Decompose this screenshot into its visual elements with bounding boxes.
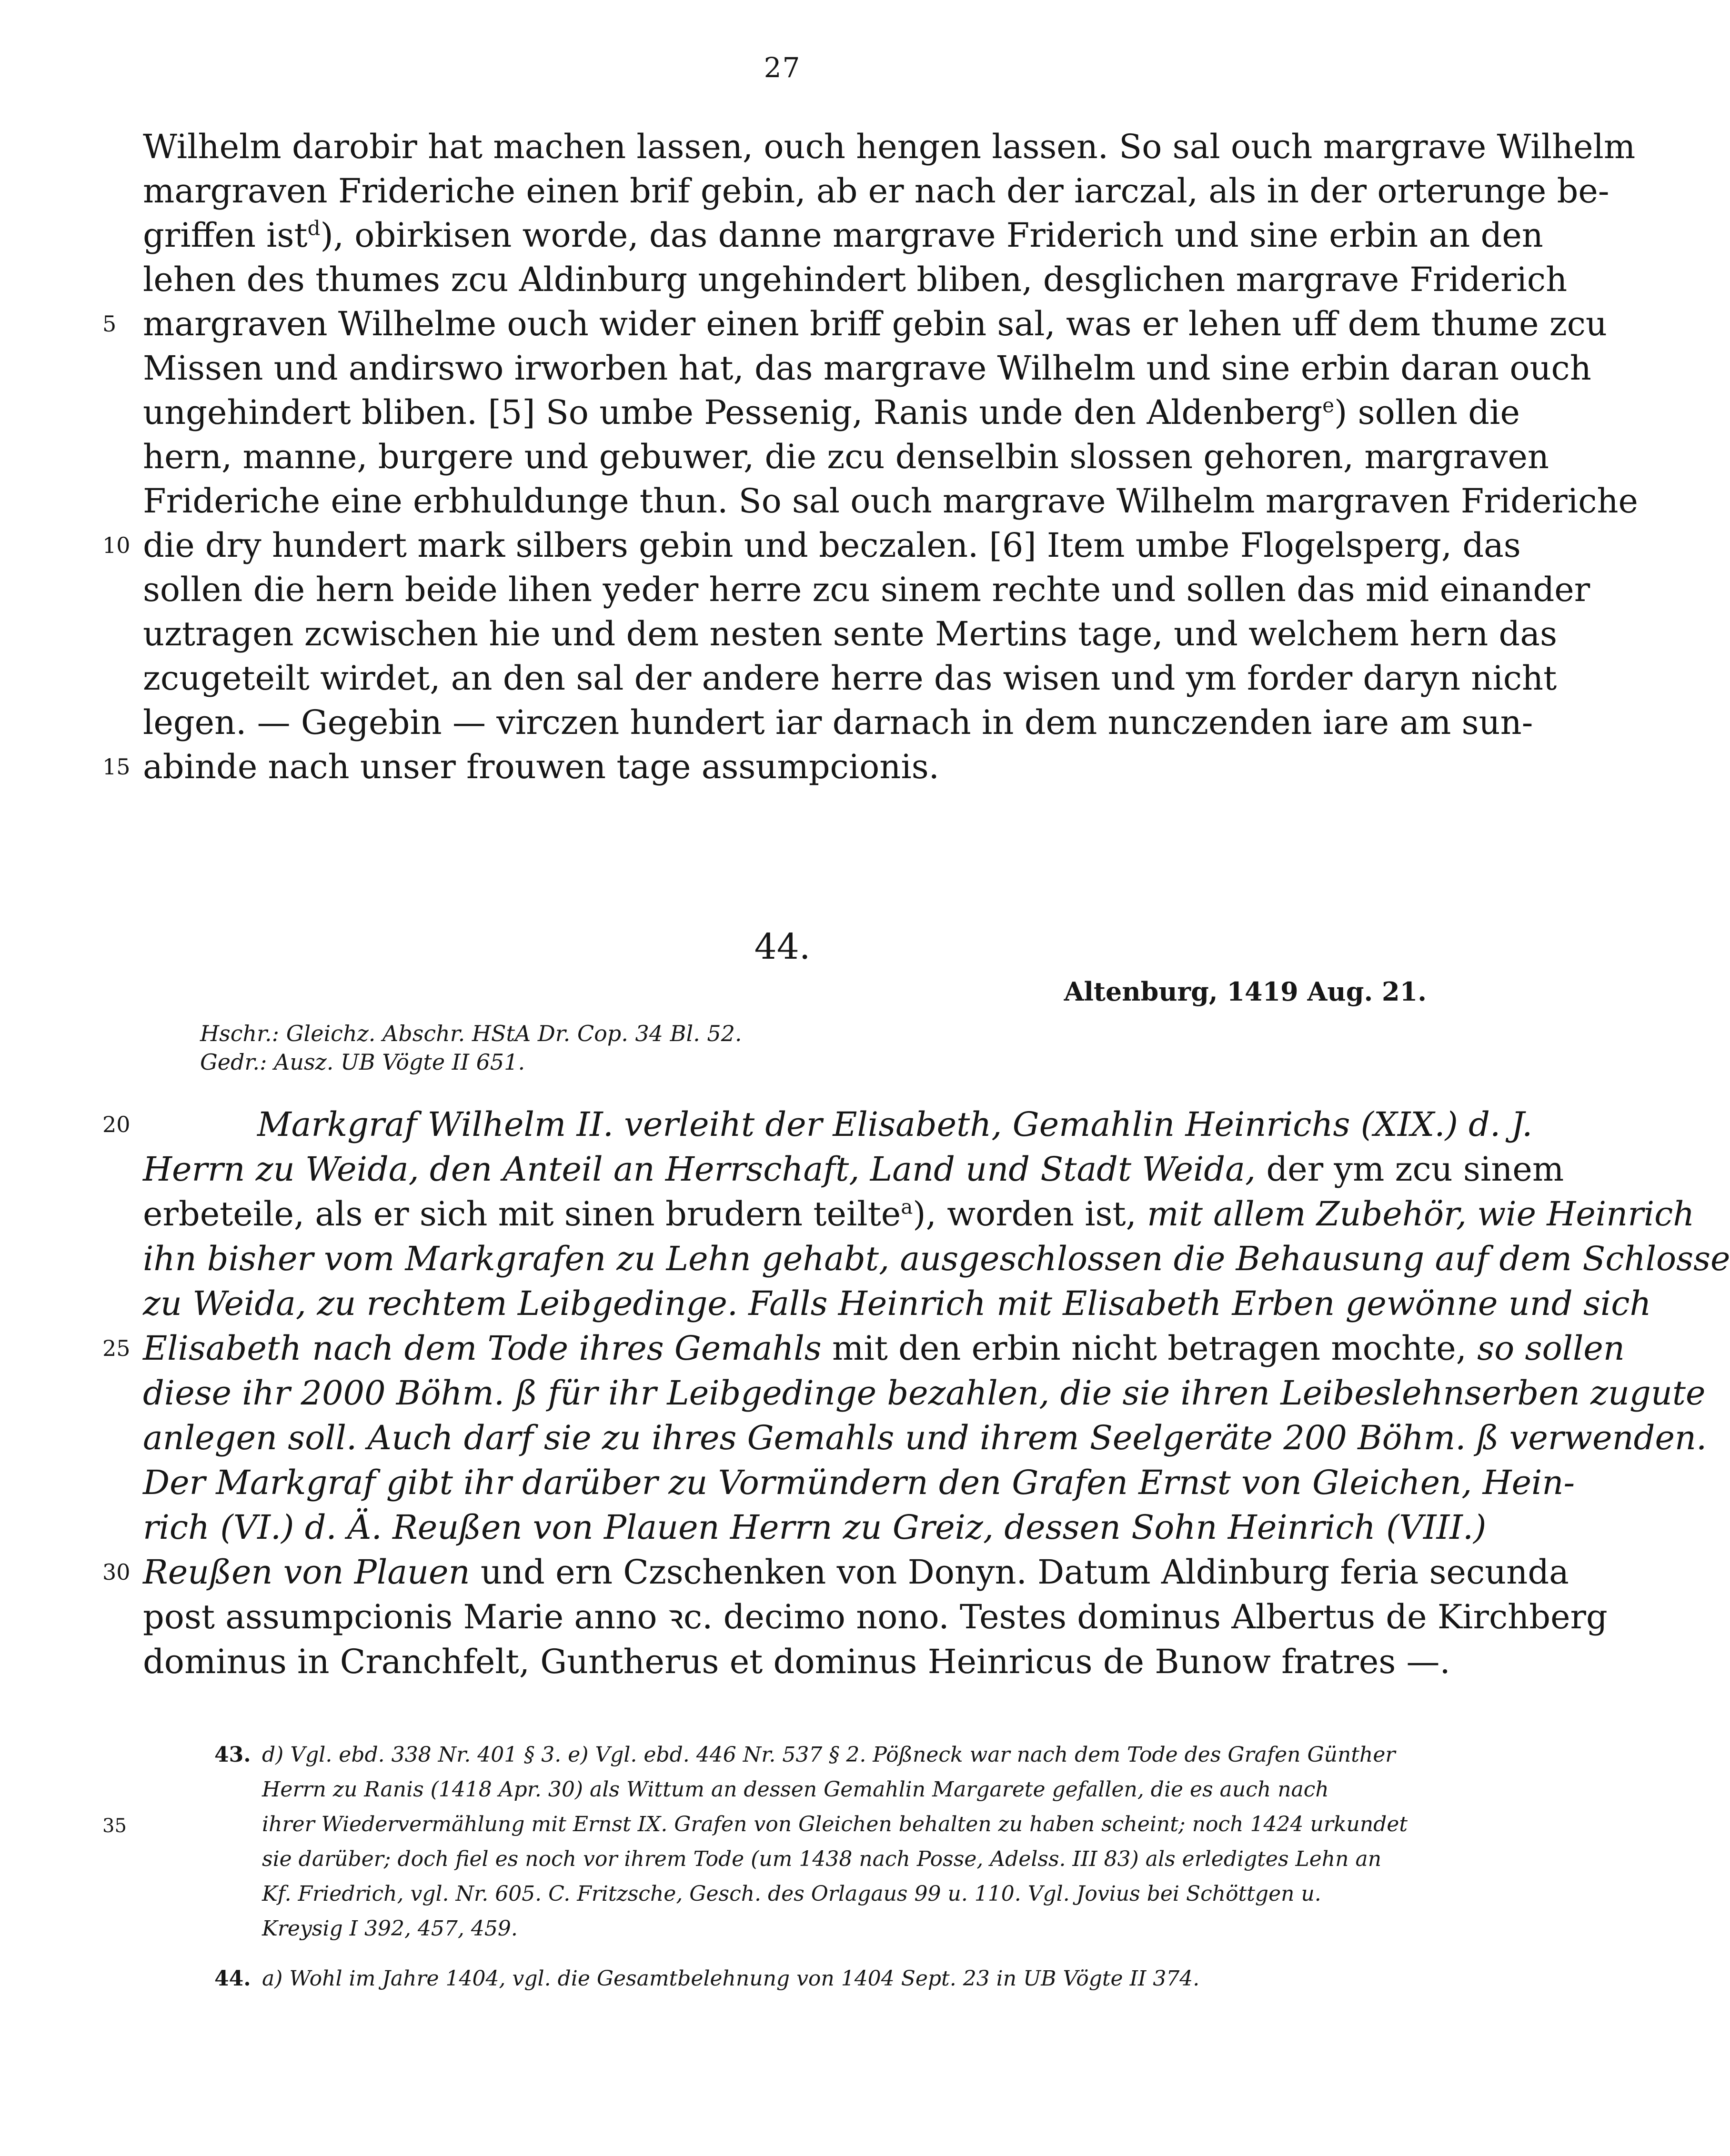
line-text: uztragen zcwischen hie und dem nesten sente Mertins tage, und welchem hern das <box>143 614 1558 653</box>
regest-segment: ihn bisher vom Markgrafen zu Lehn gehabt, ausgeschlossen die Behausung auf dem Schlosse <box>143 1239 1730 1278</box>
line-text: hern, manne, burgere und gebuwer, die zcu denselbin slossen gehoren, margraven <box>143 437 1549 476</box>
regest-line <box>143 1595 1608 1639</box>
footnote-line: Kf. Friedrich, vgl. Nr. 605. C. Fritzsche, Gesch. des Orlagaus 99 u. 110. Vgl. Jovius bei Schöttgen u. <box>262 1882 1321 1906</box>
line-text: Frideriche eine erbhuldunge thun. So sal ouch margrave Wilhelm margraven Frideriche <box>143 481 1638 521</box>
regest-segment: diese ihr 2000 Böhm. ß für ihr Leibgedinge bezahlen, die sie ihren Leibeslehnserben zugute <box>143 1374 1706 1413</box>
regest-segment: rich (VI.) d. Ä. Reußen von Plauen Herrn zu Greiz, dessen Sohn Heinrich (VIII.) <box>143 1508 1487 1547</box>
regest-segment: und <box>480 1553 556 1592</box>
source-print: Gedr.: Ausz. UB Vögte II 651. <box>200 1049 525 1075</box>
regest-segment: ern Czschenken von Donyn. Datum Aldinburg feria secunda <box>555 1553 1569 1592</box>
line-number: 30 <box>102 1559 131 1585</box>
line-text: griffen ist <box>143 216 308 255</box>
text-line <box>143 125 1636 169</box>
regest-segment: Herrn zu Weida, den Anteil an Herrschaft, Land und Stadt Weida, <box>143 1150 1267 1189</box>
text-line <box>143 656 1557 700</box>
regest-line <box>257 1103 1543 1146</box>
regest-line <box>143 1237 1730 1281</box>
footnote-label: 44. <box>214 1966 251 1991</box>
regest-segment: mit allem Zubehör, wie Heinrich <box>1147 1194 1695 1233</box>
regest-line <box>143 1461 1575 1504</box>
footnote-line: a) Wohl im Jahre 1404, vgl. die Gesamtbelehnung von 1404 Sept. 23 in UB Vögte II 374. <box>262 1966 1200 1991</box>
line-text: margraven Wilhelme ouch wider einen briff gebin sal, was er lehen uff dem thume zcu <box>143 304 1608 343</box>
text-line <box>143 523 1521 567</box>
regest-line <box>143 1326 1625 1370</box>
line-number: 35 <box>102 1815 127 1837</box>
footnote-line: ihrer Wiedervermählung mit Ernst IX. Grafen von Gleichen behalten zu haben scheint; noch 1424 urkundet <box>262 1812 1408 1836</box>
regest-segment: anlegen soll. Auch darf sie zu ihres Gemahls und ihrem Seelgeräte 200 Böhm. ß verwenden. <box>143 1418 1707 1457</box>
regest-segment: zu Weida, zu rechtem Leibgedinge. Falls Heinrich mit Elisabeth Erben gewönne und sich <box>143 1284 1651 1323</box>
line-text: margraven Frideriche einen brif gebin, ab er nach der iarczal, als in der orterunge be- <box>143 171 1609 211</box>
line-text: ungehindert bliben. [5] So umbe Pessenig, Ranis unde den Aldenberg <box>143 393 1323 432</box>
line-text: legen. — Gegebin — virczen hundert iar darnach in dem nunczenden iare am sun- <box>143 703 1533 742</box>
text-line <box>143 701 1533 744</box>
line-text: zcugeteilt wirdet, an den sal der andere herre das wisen und ym forder daryn nicht <box>143 659 1557 698</box>
line-number: 20 <box>102 1112 131 1137</box>
line-text: lehen des thumes zcu Aldinburg ungehindert bliben, desglichen margrave Friderich <box>143 260 1568 299</box>
footnote-line: Herrn zu Ranis (1418 Apr. 30) als Wittum an dessen Gemahlin Margarete gefallen, die es auch nach <box>262 1777 1329 1802</box>
regest-line <box>143 1550 1569 1594</box>
page-number: 27 <box>764 51 801 84</box>
footnote-marker: d <box>307 216 321 240</box>
footnote-line: sie darüber; doch fiel es noch vor ihrem Tode (um 1438 nach Posse, Adelss. III 83) als erledigtes Lehn an <box>262 1847 1382 1871</box>
line-number: 5 <box>102 311 117 337</box>
source-manuscript: Hschr.: Gleichz. Abschr. HStA Dr. Cop. 34 Bl. 52. <box>200 1021 742 1046</box>
regest-segment: post assumpcionis Marie anno ꝛc. decimo nono. Testes dominus Albertus de Kirchberg <box>143 1597 1608 1636</box>
footnote-label: 43. <box>214 1743 251 1767</box>
text-line <box>143 435 1549 479</box>
line-text: Missen und andirswo irworben hat, das margrave Wilhelm und sine erbin daran ouch <box>143 349 1591 388</box>
line-number: 10 <box>102 532 131 558</box>
line-text: Wilhelm darobir hat machen lassen, ouch hengen lassen. So sal ouch margrave Wilhelm <box>143 127 1636 166</box>
line-text-continued: ) sollen die <box>1334 393 1520 432</box>
regest-line <box>143 1505 1487 1549</box>
regest-segment: Markgraf Wilhelm II. verleiht der Elisabeth, Gemahlin Heinrichs (XIX.) d. J. <box>257 1105 1533 1144</box>
regest-segment: erbeteile, als er sich mit sinen brudern teilte <box>143 1194 901 1233</box>
regest-line <box>143 1640 1450 1684</box>
text-line <box>143 612 1558 656</box>
regest-segment: mit den erbin nicht betragen mochte, <box>832 1329 1478 1368</box>
line-text-continued: ), obirkisen worde, das danne margrave Friderich und sine erbin an den <box>320 216 1543 255</box>
regest-segment: Reußen von Plauen <box>143 1553 481 1592</box>
line-text: sollen die hern beide lihen yeder herre zcu sinem rechte und sollen das mid einander <box>143 570 1590 609</box>
text-line <box>143 213 1543 257</box>
regest-segment: so sollen <box>1477 1329 1625 1368</box>
document-number: 44. <box>754 926 811 967</box>
regest-segment: Elisabeth nach dem Tode ihres Gemahls <box>143 1329 832 1368</box>
regest-line <box>143 1371 1706 1415</box>
text-line <box>143 391 1520 434</box>
regest-line <box>143 1192 1695 1236</box>
line-text: die dry hundert mark silbers gebin und beczalen. [6] Item umbe Flogelsperg, das <box>143 526 1521 565</box>
regest-line <box>143 1282 1651 1325</box>
footnote-marker: a <box>901 1195 913 1219</box>
regest-segment: Der Markgraf gibt ihr darüber zu Vormündern den Grafen Ernst von Gleichen, Hein- <box>143 1463 1575 1502</box>
text-line <box>143 169 1609 213</box>
line-text: abinde nach unser frouwen tage assumpcionis. <box>143 747 939 786</box>
regest-line <box>143 1416 1707 1460</box>
line-number: 15 <box>102 754 131 780</box>
dateline: Altenburg, 1419 Aug. 21. <box>1064 976 1427 1007</box>
regest-line <box>143 1147 1564 1191</box>
footnote-line: d) Vgl. ebd. 338 Nr. 401 § 3. e) Vgl. ebd. 446 Nr. 537 § 2. Pößneck war nach dem Tode des Grafen Günther <box>262 1743 1396 1767</box>
footnote-line: Kreysig I 392, 457, 459. <box>262 1916 518 1941</box>
regest-segment: dominus in Cranchfelt, Guntherus et dominus Heinricus de Bunow fratres —. <box>143 1642 1450 1681</box>
footnote-marker: e <box>1322 393 1335 417</box>
text-line <box>143 346 1591 390</box>
text-line <box>143 479 1638 523</box>
regest-segment: ), worden ist, <box>913 1194 1147 1233</box>
text-line <box>143 302 1608 346</box>
text-line <box>143 745 1429 789</box>
text-line <box>143 258 1568 301</box>
line-number: 25 <box>102 1335 131 1361</box>
text-line <box>143 568 1590 612</box>
regest-segment: der ym zcu sinem <box>1266 1150 1564 1189</box>
